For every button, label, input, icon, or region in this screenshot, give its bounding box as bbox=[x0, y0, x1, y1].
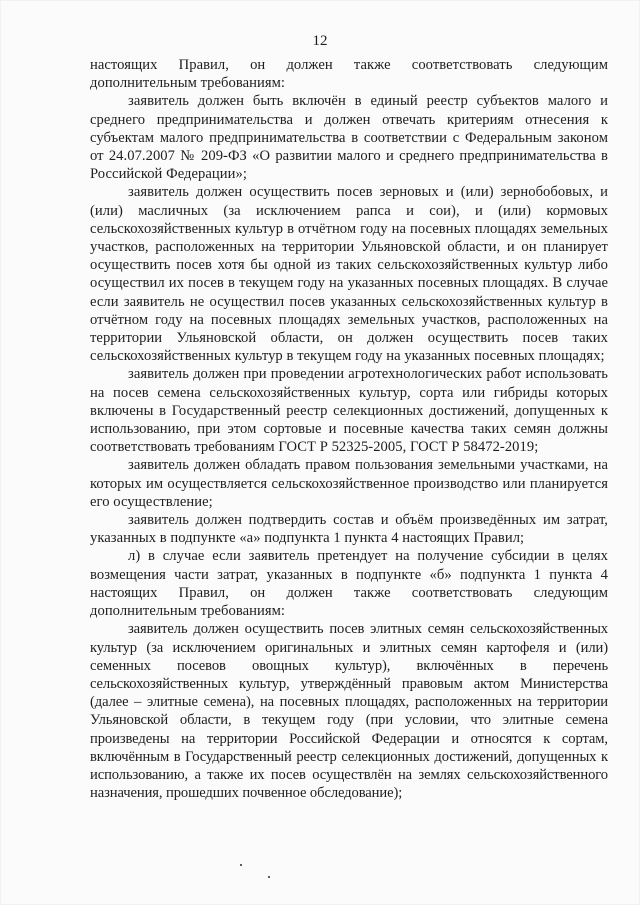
paragraph-sme-registry: заявитель должен быть включён в единый реестр субъектов малого и среднего предпринимательства и должен отвечать критериям отнесения к субъектам малого предпринимательства в соответствии с Федеральным законом от 24.07.2007 № 209-ФЗ «О развитии малого и среднего предпринимательства в Российской Федерации»; bbox=[90, 93, 608, 183]
paragraph-elite-seeds: заявитель должен осуществить посев элитных семян сельскохозяйственных культур (за исключением оригинальных и элитных семян картофеля и (или) семенных посевов овощных культур), включённых в перечень сельскохозяйственных культур, утверждённый правовым актом Министерства (далее – элитные семена), на посевных площадях, расположенных на территории Ульяновской области, в текущем году (при условии, что элитные семена произведены на территории Российской Федерации и относятся к сортам, включённым в Государственный реестр селекционных достижений, допущенных к использованию, а также их посев осуществлён на землях сельскохозяйственного назначения, прошедших почвенное обследование); bbox=[90, 621, 608, 802]
scan-speck bbox=[240, 864, 242, 866]
paragraph-land-rights: заявитель должен обладать правом пользования земельными участками, на которых им осуществляется сельскохозяйственное производство или планируется его осуществление; bbox=[90, 457, 608, 510]
paragraph-continuation: настоящих Правил, он должен также соответствовать следующим дополнительным требованиям: bbox=[90, 57, 608, 92]
paragraph-subitem-l: л) в случае если заявитель претендует на получение субсидии в целях возмещения части затрат, указанных в подпункте «б» подпункта 1 пункта 4 настоящих Правил, он должен также соответствовать следующим дополнительным требованиям: bbox=[90, 548, 608, 620]
document-body bbox=[90, 56, 608, 802]
page-number: 12 bbox=[312, 33, 328, 49]
paragraph-seed-requirements: заявитель должен при проведении агротехнологических работ использовать на посев семена сельскохозяйственных культур, сорта или гибриды которых включены в Государственный реестр селекционных достижений, допущенных к использованию, при этом сортовые и посевные качества таких семян должны соответствовать требованиям ГОСТ Р 52325-2005, ГОСТ Р 58472-2019; bbox=[90, 366, 608, 456]
paragraph-cost-confirmation: заявитель должен подтвердить состав и объём произведённых им затрат, указанных в подпункте «а» подпункта 1 пункта 4 настоящих Правил; bbox=[90, 512, 608, 547]
scan-speck bbox=[268, 876, 270, 878]
paragraph-crop-sowing: заявитель должен осуществить посев зерновых и (или) зернобобовых, и (или) масличных (за исключением рапса и сои), и (или) кормовых сельскохозяйственных культур в отчётном году на посевных площадях земельных участков, расположенных на территории Ульяновской области, и он планирует осуществить посев хотя бы одной из таких сельскохозяйственных культур либо осуществил их посев в текущем году на указанных посевных площадях. В случае если заявитель не осуществил посев указанных сельскохозяйственных культур в отчётном году на посевных площадях земельных участков, расположенных на территории Ульяновской области, он должен осуществить посев таких сельскохозяйственных культур в текущем году на указанных посевных площадях; bbox=[90, 184, 608, 365]
